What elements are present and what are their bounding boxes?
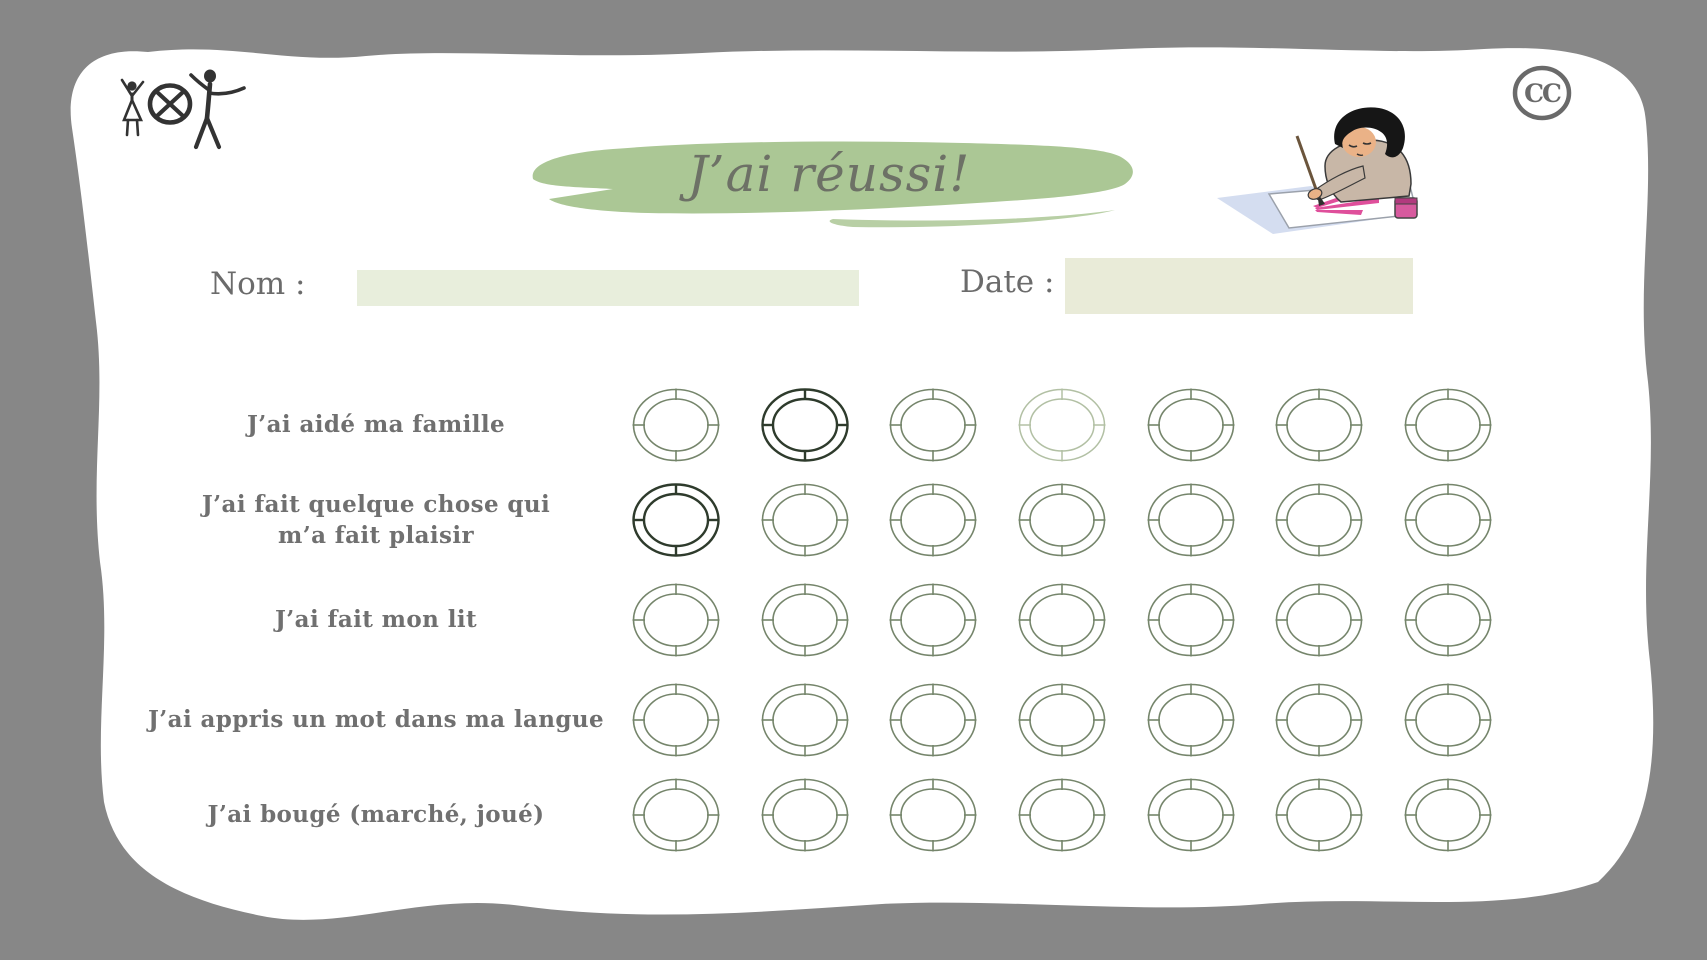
task-row: [140, 386, 1492, 464]
task-row: [140, 776, 1492, 854]
progress-circle[interactable]: [889, 683, 977, 757]
page-title: J’ai réussi!: [687, 145, 971, 203]
progress-circle[interactable]: [1404, 778, 1492, 852]
task-circles: [632, 483, 1492, 557]
progress-circle[interactable]: [761, 683, 849, 757]
task-circles: [632, 388, 1492, 462]
progress-circle[interactable]: [1147, 583, 1235, 657]
progress-circle[interactable]: [632, 683, 720, 757]
progress-circle[interactable]: [1018, 388, 1106, 462]
progress-circle[interactable]: [1018, 483, 1106, 557]
progress-circle[interactable]: [761, 483, 849, 557]
progress-circle[interactable]: [1404, 483, 1492, 557]
task-label: J’ai fait mon lit: [274, 606, 477, 634]
name-input[interactable]: [357, 270, 859, 306]
progress-circle[interactable]: [761, 388, 849, 462]
task-circles: [632, 778, 1492, 852]
task-label: J’ai bougé (marché, joué): [207, 801, 545, 829]
progress-circle[interactable]: [1018, 683, 1106, 757]
progress-circle[interactable]: [1147, 483, 1235, 557]
child-painting-illustration: [1213, 100, 1433, 240]
progress-circle[interactable]: [1275, 483, 1363, 557]
progress-circle[interactable]: [761, 583, 849, 657]
task-row: [140, 681, 1492, 759]
cc-license-icon[interactable]: [1510, 64, 1574, 122]
name-label: Nom :: [210, 266, 306, 302]
progress-circle[interactable]: [1404, 683, 1492, 757]
progress-circle[interactable]: [1404, 388, 1492, 462]
task-row: [140, 581, 1492, 659]
progress-circle[interactable]: [1147, 388, 1235, 462]
progress-circle[interactable]: [632, 483, 720, 557]
cc-text: CC: [1524, 79, 1560, 108]
progress-circle[interactable]: [632, 778, 720, 852]
progress-circle[interactable]: [889, 483, 977, 557]
progress-circle[interactable]: [1275, 778, 1363, 852]
progress-circle[interactable]: [632, 583, 720, 657]
progress-circle[interactable]: [761, 778, 849, 852]
progress-circle[interactable]: [889, 388, 977, 462]
progress-circle[interactable]: [1018, 583, 1106, 657]
task-row: [140, 481, 1492, 559]
family-figures-logo-icon: [110, 66, 270, 162]
progress-circle[interactable]: [1275, 583, 1363, 657]
date-input[interactable]: [1065, 258, 1413, 314]
task-circles: [632, 683, 1492, 757]
progress-circle[interactable]: [1018, 778, 1106, 852]
task-label: J’ai appris un mot dans ma langue: [147, 706, 605, 734]
date-label: Date :: [960, 264, 1055, 300]
progress-circle[interactable]: [1275, 388, 1363, 462]
title-banner: [513, 131, 1145, 235]
progress-circle[interactable]: [889, 778, 977, 852]
progress-circle[interactable]: [632, 388, 720, 462]
progress-circle[interactable]: [1404, 583, 1492, 657]
progress-circle[interactable]: [1147, 778, 1235, 852]
task-label: J’ai fait quelque chose qui m’a fait plaisir: [201, 490, 551, 549]
progress-circle[interactable]: [889, 583, 977, 657]
task-label: J’ai aidé ma famille: [246, 411, 506, 439]
progress-circle[interactable]: [1147, 683, 1235, 757]
task-circles: [632, 583, 1492, 657]
progress-circle[interactable]: [1275, 683, 1363, 757]
